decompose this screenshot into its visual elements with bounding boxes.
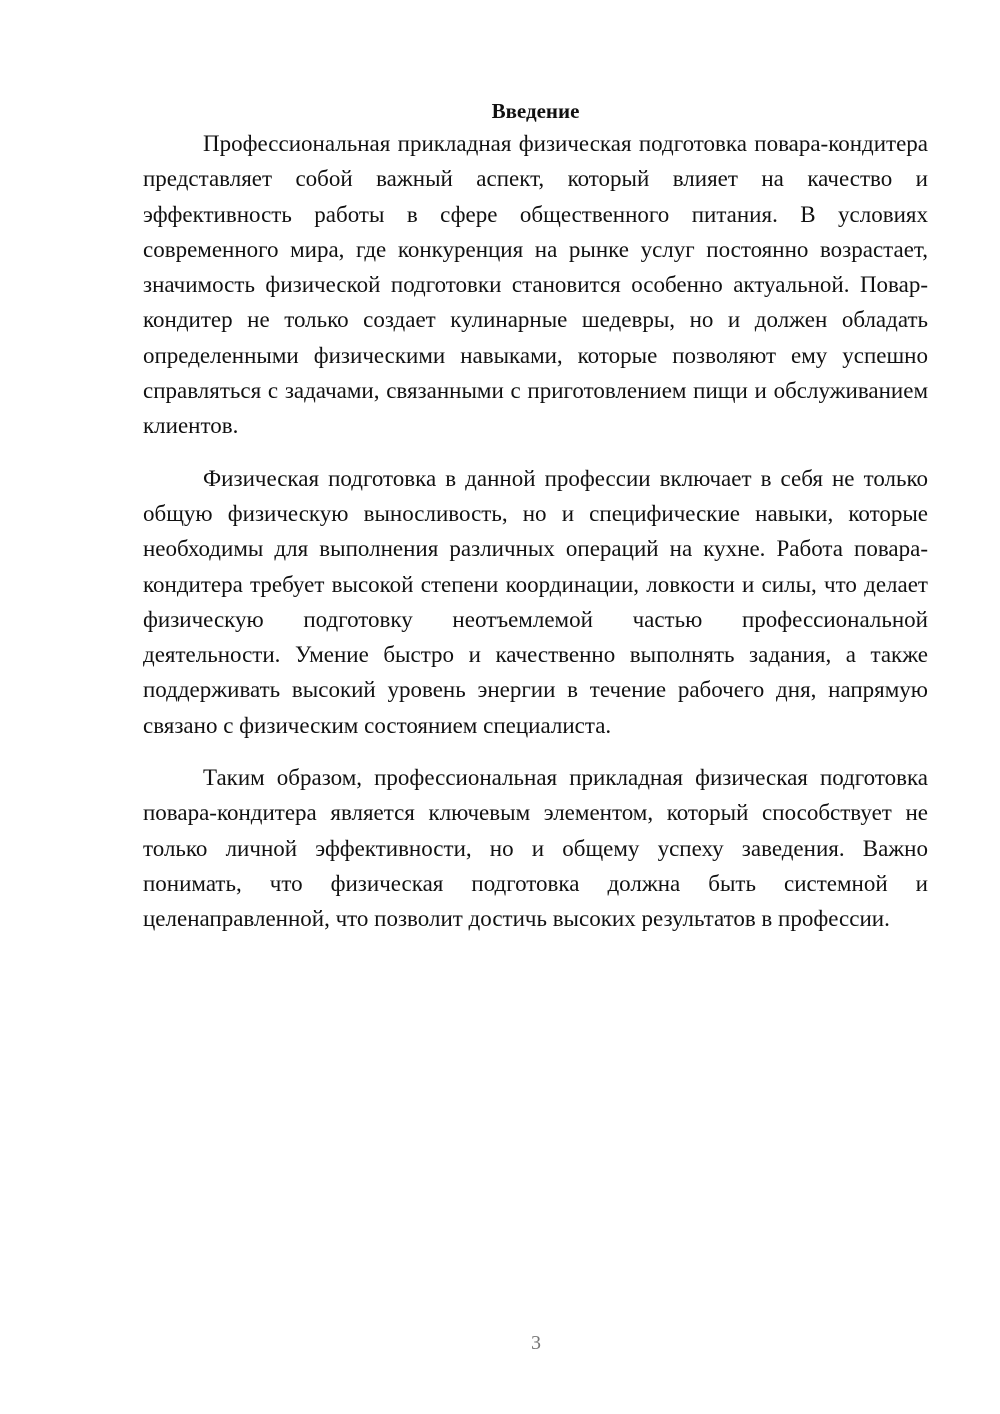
section-heading: Введение [491,99,580,123]
page-content [143,96,928,937]
page-number: 3 [531,1332,541,1354]
paragraph-3: Таким образом, профессиональная прикладная физическая подготовка повара-кондитера является ключевым элементом, который способствует не только личной эффективности, но и общему успеху заведения. Важно понимать, что физическая подготовка должна быть системной и целенаправленной, что позволит достичь высоких результатов в профессии. [143,765,928,932]
paragraph-1: Профессиональная прикладная физическая подготовка повара-кондитера представляет собой важный аспект, который влияет на качество и эффективность работы в сфере общественного питания. В условиях современного мира, где конкуренция на рынке услуг постоянно возрастает, значимость физической подготовки становится особенно актуальной. Повар-кондитер не только создает кулинарные шедевры, но и должен обладать определенными физическими навыками, которые позволяют ему успешно справляться с задачами, связанными с приготовлением пищи и обслуживанием клиентов. [143,131,928,439]
paragraph-2: Физическая подготовка в данной профессии включает в себя не только общую физическую выносливость, но и специфические навыки, которые необходимы для выполнения различных операций на кухне. Работа повара-кондитера требует высокой степени координации, ловкости и силы, что делает физическую подготовку неотъемлемой частью профессиональной деятельности. Умение быстро и качественно выполнять задания, а также поддерживать высокий уровень энергии в течение рабочего дня, напрямую связано с физическим состоянием специалиста. [143,465,928,738]
